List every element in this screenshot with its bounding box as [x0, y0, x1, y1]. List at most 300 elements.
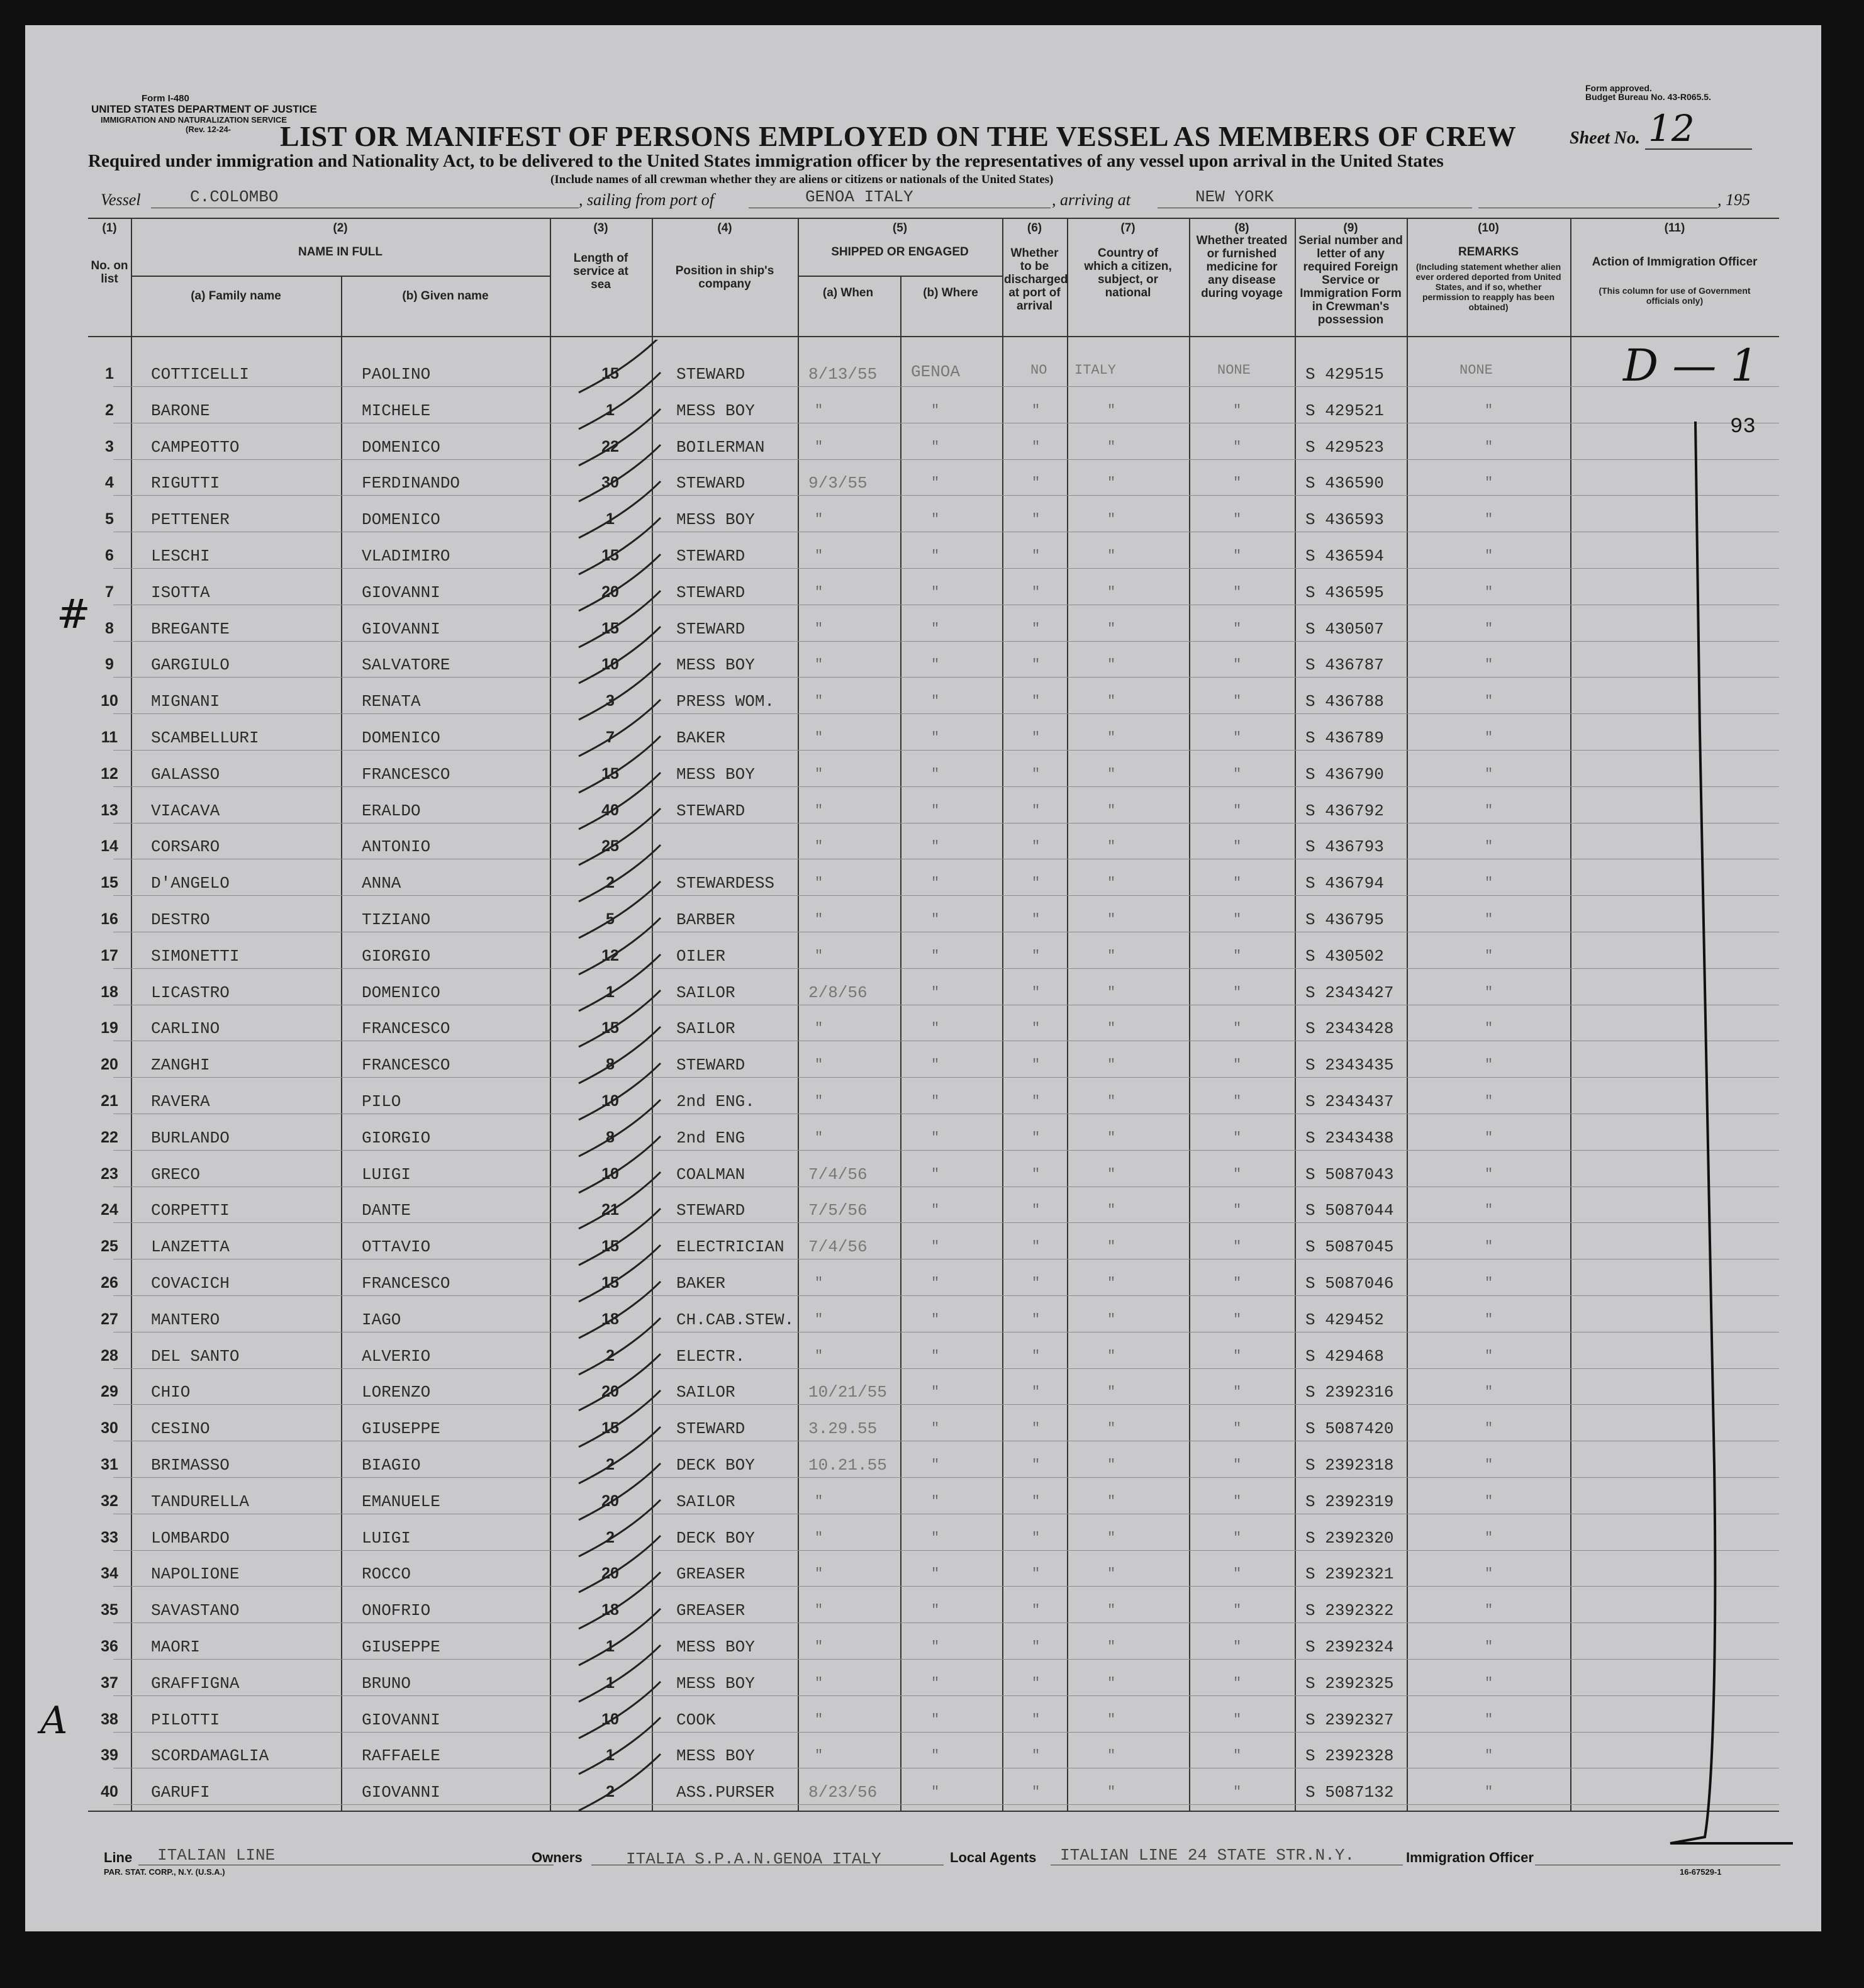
ditto-where: " [931, 693, 940, 709]
row-serial: S 2392327 [1305, 1711, 1394, 1729]
row-rule [113, 1150, 1779, 1151]
service-check-stroke [579, 1754, 661, 1811]
row-serial: S 436790 [1305, 765, 1384, 784]
row-position: ELECTR. [676, 1347, 745, 1366]
ditto-medicine: " [1233, 403, 1242, 418]
ditto-medicine: " [1233, 1748, 1242, 1763]
page-title: LIST OR MANIFEST OF PERSONS EMPLOYED ON THE VESSEL AS MEMBERS OF CREW [280, 120, 1517, 152]
ditto-medicine: " [1233, 548, 1242, 564]
row-family: LOMBARDO [151, 1529, 230, 1548]
ditto-when: " [815, 1057, 823, 1073]
row-service: 2 [606, 1456, 615, 1473]
ditto-remarks: " [1485, 1457, 1493, 1473]
row-position: PRESS WOM. [676, 692, 775, 711]
col6-number: (6) [1027, 221, 1042, 235]
ditto-country: " [1107, 621, 1116, 637]
row-rule [113, 568, 1779, 569]
ditto-where: " [931, 985, 940, 1000]
row-number: 40 [101, 1783, 118, 1801]
row-position: STEWARDESS [676, 874, 775, 893]
col9-number: (9) [1343, 221, 1358, 235]
ditto-country: " [1107, 548, 1116, 564]
row-serial: S 2343428 [1305, 1019, 1394, 1038]
row-position: ASS.PURSER [676, 1783, 775, 1802]
row-given: DOMENICO [362, 510, 440, 529]
ditto-remarks: " [1485, 1384, 1493, 1400]
row-family: VIACAVA [151, 801, 220, 820]
row-service: 15 [601, 1019, 619, 1037]
row-service: 22 [601, 438, 619, 455]
ditto-when: " [815, 1639, 823, 1655]
ditto-country: " [1107, 1166, 1116, 1182]
row-serial: S 2392321 [1305, 1565, 1394, 1583]
row1-medicine: NONE [1217, 362, 1251, 378]
row-family: DEL SANTO [151, 1347, 240, 1366]
ditto-when: " [815, 1712, 823, 1728]
ditto-medicine: " [1233, 766, 1242, 782]
row-family: ISOTTA [151, 583, 210, 602]
ditto-remarks: " [1485, 1530, 1493, 1546]
row-service: 20 [601, 1383, 619, 1400]
row-when: 10.21.55 [808, 1456, 887, 1475]
col4-header: Position in ship's company [675, 264, 774, 291]
ditto-remarks: " [1485, 1602, 1493, 1618]
col9-header: Serial number and letter of any required Foreign Service or Immigration Form in Crewman's possession [1298, 234, 1403, 327]
ditto-where: " [931, 1130, 940, 1146]
row-service: 10 [601, 1165, 619, 1183]
ditto-discharged: " [1032, 1748, 1041, 1763]
row-family: COVACICH [151, 1274, 230, 1293]
row-family: BURLANDO [151, 1129, 230, 1148]
action-annotation: D — 1 [1623, 340, 1759, 391]
ditto-country: " [1107, 1275, 1116, 1291]
row-given: GIOVANNI [362, 583, 440, 602]
col7-number: (7) [1120, 221, 1136, 235]
col10-number: (10) [1478, 221, 1499, 235]
ditto-country: " [1107, 1202, 1116, 1218]
row-number: 15 [101, 874, 118, 891]
subnote: (Include names of all crewman whether they are aliens or citizens or nationals of the United States) [550, 173, 1054, 186]
row-family: MIGNANI [151, 692, 220, 711]
row-number: 35 [101, 1601, 118, 1619]
ditto-medicine: " [1233, 439, 1242, 455]
ditto-discharged: " [1032, 657, 1041, 673]
row-service: 21 [601, 1201, 619, 1219]
ditto-discharged: " [1032, 1675, 1041, 1691]
row-number: 11 [101, 729, 118, 746]
row-given: ANTONIO [362, 837, 431, 856]
ditto-country: " [1107, 1384, 1116, 1400]
ditto-medicine: " [1233, 839, 1242, 854]
ditto-remarks: " [1485, 985, 1493, 1000]
row-rule [113, 1804, 1779, 1805]
row-given: ANNA [362, 874, 401, 893]
ditto-medicine: " [1233, 475, 1242, 491]
vessel-label: Vessel [101, 191, 141, 209]
row-rule [113, 641, 1779, 642]
department-label: UNITED STATES DEPARTMENT OF JUSTICE [91, 103, 317, 115]
row-given: DOMENICO [362, 729, 440, 747]
row-number: 13 [101, 801, 118, 819]
ditto-where: " [931, 1166, 940, 1182]
ditto-where: " [931, 730, 940, 746]
row-family: D'ANGELO [151, 874, 230, 893]
ditto-remarks: " [1485, 1784, 1493, 1800]
ditto-where: " [931, 1602, 940, 1618]
row-family: NAPOLIONE [151, 1565, 240, 1583]
ditto-medicine: " [1233, 1239, 1242, 1254]
ditto-medicine: " [1233, 1494, 1242, 1509]
row-serial: S 436789 [1305, 729, 1384, 747]
revision-label: (Rev. 12-24- [186, 125, 232, 134]
ditto-discharged: " [1032, 693, 1041, 709]
col5-number: (5) [892, 221, 908, 235]
row-serial: S 436792 [1305, 801, 1384, 820]
ditto-discharged: " [1032, 548, 1041, 564]
ditto-country: " [1107, 403, 1116, 418]
row-serial: S 2392316 [1305, 1383, 1394, 1402]
line-label: Line [104, 1850, 133, 1865]
ditto-medicine: " [1233, 584, 1242, 600]
agents-label: Local Agents [950, 1850, 1037, 1865]
col4-number: (4) [717, 221, 732, 235]
ditto-medicine: " [1233, 875, 1242, 891]
row-family: SCORDAMAGLIA [151, 1746, 269, 1765]
row-number: 12 [101, 765, 118, 783]
ditto-discharged: " [1032, 985, 1041, 1000]
row-given: PAOLINO [362, 365, 431, 384]
col2a-header: (a) Family name [191, 289, 281, 303]
ditto-discharged: " [1032, 1784, 1041, 1800]
ditto-when: " [815, 1093, 823, 1109]
ditto-country: " [1107, 1348, 1116, 1364]
row-serial: S 429452 [1305, 1310, 1384, 1329]
ditto-when: " [815, 766, 823, 782]
ditto-medicine: " [1233, 657, 1242, 673]
row-position: STEWARD [676, 365, 745, 384]
a-annotation: A [40, 1699, 68, 1743]
ditto-discharged: " [1032, 1457, 1041, 1473]
ditto-medicine: " [1233, 1639, 1242, 1655]
row-service: 40 [601, 801, 619, 819]
ditto-medicine: " [1233, 1202, 1242, 1218]
row-given: BIAGIO [362, 1456, 421, 1475]
row-number: 2 [105, 401, 114, 419]
row-position: STEWARD [676, 620, 745, 639]
ditto-where: " [931, 621, 940, 637]
ditto-when: " [815, 1530, 823, 1546]
row-family: CESINO [151, 1419, 210, 1438]
ditto-where: " [931, 1712, 940, 1728]
row-given: LUIGI [362, 1529, 411, 1548]
row-given: BRUNO [362, 1674, 411, 1693]
ditto-where: " [931, 584, 940, 600]
ditto-when: " [815, 912, 823, 927]
row-family: LICASTRO [151, 983, 230, 1002]
row-rule [113, 1222, 1779, 1223]
row-number: 6 [105, 547, 114, 564]
row-service: 15 [601, 620, 619, 637]
ditto-where: " [931, 657, 940, 673]
ditto-country: " [1107, 839, 1116, 854]
row-family: COTTICELLI [151, 365, 250, 384]
ditto-where: " [931, 839, 940, 854]
ditto-when: " [815, 511, 823, 527]
row-position: ELECTRICIAN [676, 1237, 784, 1256]
row-number: 25 [101, 1237, 118, 1255]
row-rule [113, 1622, 1779, 1623]
ditto-when: " [815, 803, 823, 818]
row-given: ALVERIO [362, 1347, 431, 1366]
col2-number: (2) [333, 221, 348, 235]
row-service: 1 [606, 1674, 615, 1692]
row-service: 18 [601, 1601, 619, 1619]
ditto-country: " [1107, 766, 1116, 782]
row-position: MESS BOY [676, 401, 755, 420]
row-serial: S 430502 [1305, 947, 1384, 966]
ditto-discharged: " [1032, 1202, 1041, 1218]
row-position: STEWARD [676, 1201, 745, 1220]
form-approved: Form approved. [1585, 83, 1652, 93]
arriving-label: , arriving at [1052, 191, 1130, 209]
ditto-where: " [931, 1239, 940, 1254]
ditto-where: " [931, 1093, 940, 1109]
row-rule [113, 1077, 1779, 1078]
row-serial: S 2392320 [1305, 1529, 1394, 1548]
row-position: STEWARD [676, 547, 745, 566]
row-serial: S 5087043 [1305, 1165, 1394, 1184]
row-when: 8/13/55 [808, 365, 878, 384]
sheet-number: 12 [1648, 107, 1695, 150]
col1-number: (1) [102, 221, 117, 235]
row-rule [113, 1586, 1779, 1587]
ditto-remarks: " [1485, 1748, 1493, 1763]
ditto-where: " [931, 1675, 940, 1691]
row-when: 7/4/56 [808, 1237, 868, 1256]
row-service: 7 [606, 729, 615, 746]
ditto-when: " [815, 548, 823, 564]
ditto-medicine: " [1233, 1093, 1242, 1109]
ditto-discharged: " [1032, 1602, 1041, 1618]
ditto-remarks: " [1485, 1566, 1493, 1582]
row-rule [113, 895, 1779, 896]
ditto-medicine: " [1233, 730, 1242, 746]
row-number: 39 [101, 1746, 118, 1764]
ditto-where: " [931, 475, 940, 491]
ditto-discharged: " [1032, 1712, 1041, 1728]
ditto-medicine: " [1233, 1675, 1242, 1691]
row-position: 2nd ENG. [676, 1092, 755, 1111]
row-given: ROCCO [362, 1565, 411, 1583]
row-serial: S 5087044 [1305, 1201, 1394, 1220]
ditto-discharged: " [1032, 1530, 1041, 1546]
row-family: SIMONETTI [151, 947, 240, 966]
row-number: 3 [105, 438, 114, 455]
ditto-medicine: " [1233, 1275, 1242, 1291]
ditto-country: " [1107, 730, 1116, 746]
row-family: RAVERA [151, 1092, 210, 1111]
ditto-remarks: " [1485, 439, 1493, 455]
ditto-discharged: " [1032, 730, 1041, 746]
ditto-where: " [931, 1202, 940, 1218]
row-given: FRANCESCO [362, 765, 450, 784]
col5-header: SHIPPED OR ENGAGED [831, 245, 969, 259]
ditto-remarks: " [1485, 1166, 1493, 1182]
col8-header: Whether treated or furnished medicine for any disease during voyage [1196, 234, 1288, 300]
row-position: STEWARD [676, 474, 745, 493]
row-number: 8 [105, 620, 114, 637]
row-given: EMANUELE [362, 1492, 440, 1511]
ditto-remarks: " [1485, 1712, 1493, 1728]
row-serial: S 2343437 [1305, 1092, 1394, 1111]
ditto-when: " [815, 1130, 823, 1146]
row-position: DECK BOY [676, 1529, 755, 1548]
ditto-when: " [815, 657, 823, 673]
row-position: STEWARD [676, 583, 745, 602]
row-family: MANTERO [151, 1310, 220, 1329]
row-number: 36 [101, 1638, 118, 1655]
row-service: 15 [601, 365, 619, 383]
ditto-discharged: " [1032, 475, 1041, 491]
row-position: MESS BOY [676, 510, 755, 529]
row-rule [113, 459, 1779, 460]
form-code: 16-67529-1 [1680, 1867, 1722, 1877]
ditto-discharged: " [1032, 766, 1041, 782]
ditto-country: " [1107, 1675, 1116, 1691]
ditto-medicine: " [1233, 1602, 1242, 1618]
row-given: GIORGIO [362, 947, 431, 966]
row-number: 33 [101, 1529, 118, 1546]
row-rule [113, 1732, 1779, 1733]
officer-label: Immigration Officer [1406, 1850, 1534, 1865]
row-given: RENATA [362, 692, 421, 711]
ditto-discharged: " [1032, 1639, 1041, 1655]
row-given: SALVATORE [362, 656, 450, 674]
ditto-country: " [1107, 985, 1116, 1000]
row-family: ZANGHI [151, 1056, 210, 1075]
ditto-country: " [1107, 1312, 1116, 1327]
col11-note: (This column for use of Government officials only) [1599, 286, 1751, 306]
ditto-country: " [1107, 584, 1116, 600]
row-family: GALASSO [151, 765, 220, 784]
row-rule [113, 1695, 1779, 1696]
ditto-country: " [1107, 1748, 1116, 1763]
ditto-when: " [815, 1602, 823, 1618]
row-position: SAILOR [676, 1019, 735, 1038]
ditto-when: " [815, 1566, 823, 1582]
row-family: CORSARO [151, 837, 220, 856]
row-when: 10/21/55 [808, 1383, 887, 1402]
row-position: MESS BOY [676, 1674, 755, 1693]
row-family: BARONE [151, 401, 210, 420]
manifest-sheet [25, 25, 1821, 1931]
ditto-discharged: " [1032, 1130, 1041, 1146]
row-serial: S 436590 [1305, 474, 1384, 493]
ditto-remarks: " [1485, 621, 1493, 637]
ditto-country: " [1107, 803, 1116, 818]
row-serial: S 2392322 [1305, 1601, 1394, 1620]
row1-country: ITALY [1074, 362, 1117, 378]
row-serial: S 5087132 [1305, 1783, 1394, 1802]
row-service: 5 [606, 910, 615, 928]
ditto-where: " [931, 1020, 940, 1036]
ditto-remarks: " [1485, 839, 1493, 854]
row-rule [113, 1295, 1779, 1296]
ditto-country: " [1107, 439, 1116, 455]
row-given: LORENZO [362, 1383, 431, 1402]
row-serial: S 436593 [1305, 510, 1384, 529]
ditto-where: " [931, 1530, 940, 1546]
subtitle: Required under immigration and Nationality Act, to be delivered to the United States immigration officer by the representatives of any vessel upon arrival in the United States [88, 151, 1444, 171]
ditto-medicine: " [1233, 1057, 1242, 1073]
row-service: 2 [606, 874, 615, 891]
col6-header: Whether to be discharged at port of arrival [1004, 247, 1068, 313]
row-rule [113, 495, 1779, 496]
ditto-when: " [815, 1675, 823, 1691]
row-position: MESS BOY [676, 1638, 755, 1656]
ditto-where: " [931, 948, 940, 964]
ditto-discharged: " [1032, 948, 1041, 964]
ditto-where: " [931, 439, 940, 455]
ditto-where: " [931, 1494, 940, 1509]
row-family: CORPETTI [151, 1201, 230, 1220]
ditto-remarks: " [1485, 1057, 1493, 1073]
row-number: 14 [101, 837, 118, 855]
ditto-when: " [815, 839, 823, 854]
row-serial: S 2392325 [1305, 1674, 1394, 1693]
ditto-remarks: " [1485, 475, 1493, 491]
row-given: GIUSEPPE [362, 1638, 440, 1656]
row-rule [113, 1550, 1779, 1551]
ditto-medicine: " [1233, 803, 1242, 818]
col3-header: Length of service at sea [573, 252, 628, 291]
row-serial: S 2343427 [1305, 983, 1394, 1002]
row-rule [113, 1368, 1779, 1369]
budget-bureau: Budget Bureau No. 43-R065.5. [1585, 92, 1711, 102]
row-position: MESS BOY [676, 656, 755, 674]
row1-discharged: NO [1030, 362, 1047, 378]
col10-header: REMARKS [1458, 245, 1519, 259]
row-rule [113, 1659, 1779, 1660]
ditto-when: " [815, 1275, 823, 1291]
row-position: COALMAN [676, 1165, 745, 1184]
ditto-when: " [815, 1494, 823, 1509]
ditto-when: " [815, 1020, 823, 1036]
ditto-remarks: " [1485, 1275, 1493, 1291]
ditto-remarks: " [1485, 730, 1493, 746]
col7-header: Country of which a citizen, subject, or national [1084, 247, 1172, 299]
row-service: 1 [606, 510, 615, 528]
ditto-medicine: " [1233, 1712, 1242, 1728]
row-number: 26 [101, 1274, 118, 1292]
row1-where: GENOA [911, 362, 961, 381]
row-rule [113, 823, 1779, 824]
row-family: GARGIULO [151, 656, 230, 674]
ditto-when: " [815, 1348, 823, 1364]
ditto-remarks: " [1485, 1348, 1493, 1364]
ditto-medicine: " [1233, 1020, 1242, 1036]
row-serial: S 430507 [1305, 620, 1384, 639]
ditto-discharged: " [1032, 621, 1041, 637]
row-number: 38 [101, 1711, 118, 1728]
ditto-country: " [1107, 1639, 1116, 1655]
ditto-medicine: " [1233, 948, 1242, 964]
row-number: 30 [101, 1419, 118, 1437]
row-service: 18 [601, 1310, 619, 1328]
row-service: 3 [606, 692, 615, 710]
row-given: MICHELE [362, 401, 431, 420]
row-number: 10 [101, 692, 118, 710]
